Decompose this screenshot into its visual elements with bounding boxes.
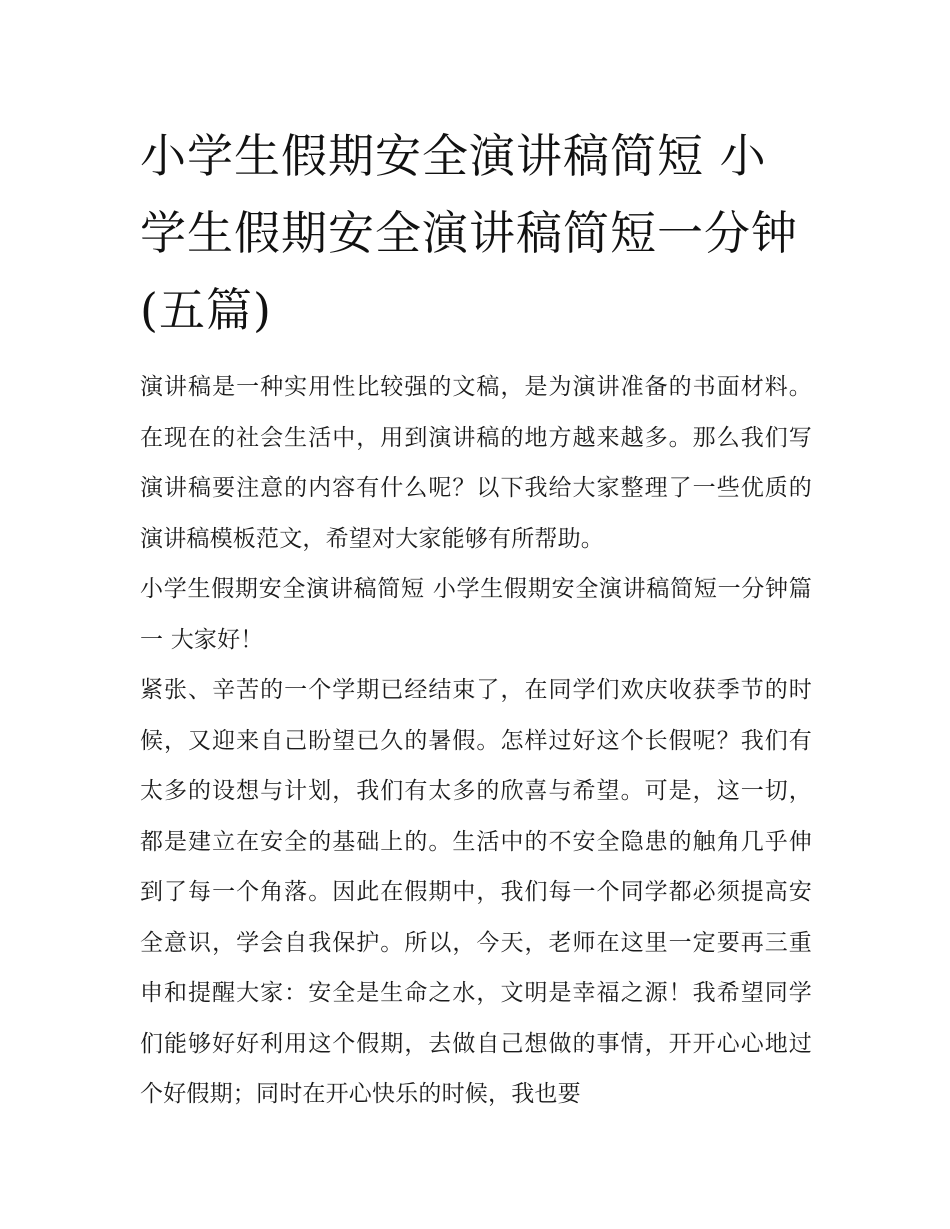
speech-body-paragraph: 紧张、辛苦的一个学期已经结束了，在同学们欢庆收获季节的时候，又迎来自己盼望已久的暑假。怎样过好这个长假呢？我们有太多的设想与计划，我们有太多的欣喜与希望。可是，这一切，都是建立在安全的基础上的。生活中的不安全隐患的触角几乎伸到了每一个角落。因此在假期中，我们每一个同学都必须提高安全意识，学会自我保护。所以，今天，老师在这里一定要再三重申和提醒大家：安全是生命之水，文明是幸福之源！我希望同学们能够好好利用这个假期，去做自己想做的事情，开开心心地过个好假期；同时在开心快乐的时候，我也要: [140, 677, 812, 1107]
document-body: [140, 362, 812, 1120]
document-content: [140, 118, 812, 1120]
document-title: 小学生假期安全演讲稿简短 小学生假期安全演讲稿简短一分钟(五篇): [140, 129, 798, 337]
intro-paragraph: 演讲稿是一种实用性比较强的文稿，是为演讲准备的书面材料。在现在的社会生活中，用到演讲稿的地方越来越多。那么我们写演讲稿要注意的内容有什么呢？以下我给大家整理了一些优质的演讲稿模板范文，希望对大家能够有所帮助。: [140, 374, 812, 552]
section-heading-paragraph: 小学生假期安全演讲稿简短 小学生假期安全演讲稿简短一分钟篇一 大家好！: [140, 576, 812, 653]
